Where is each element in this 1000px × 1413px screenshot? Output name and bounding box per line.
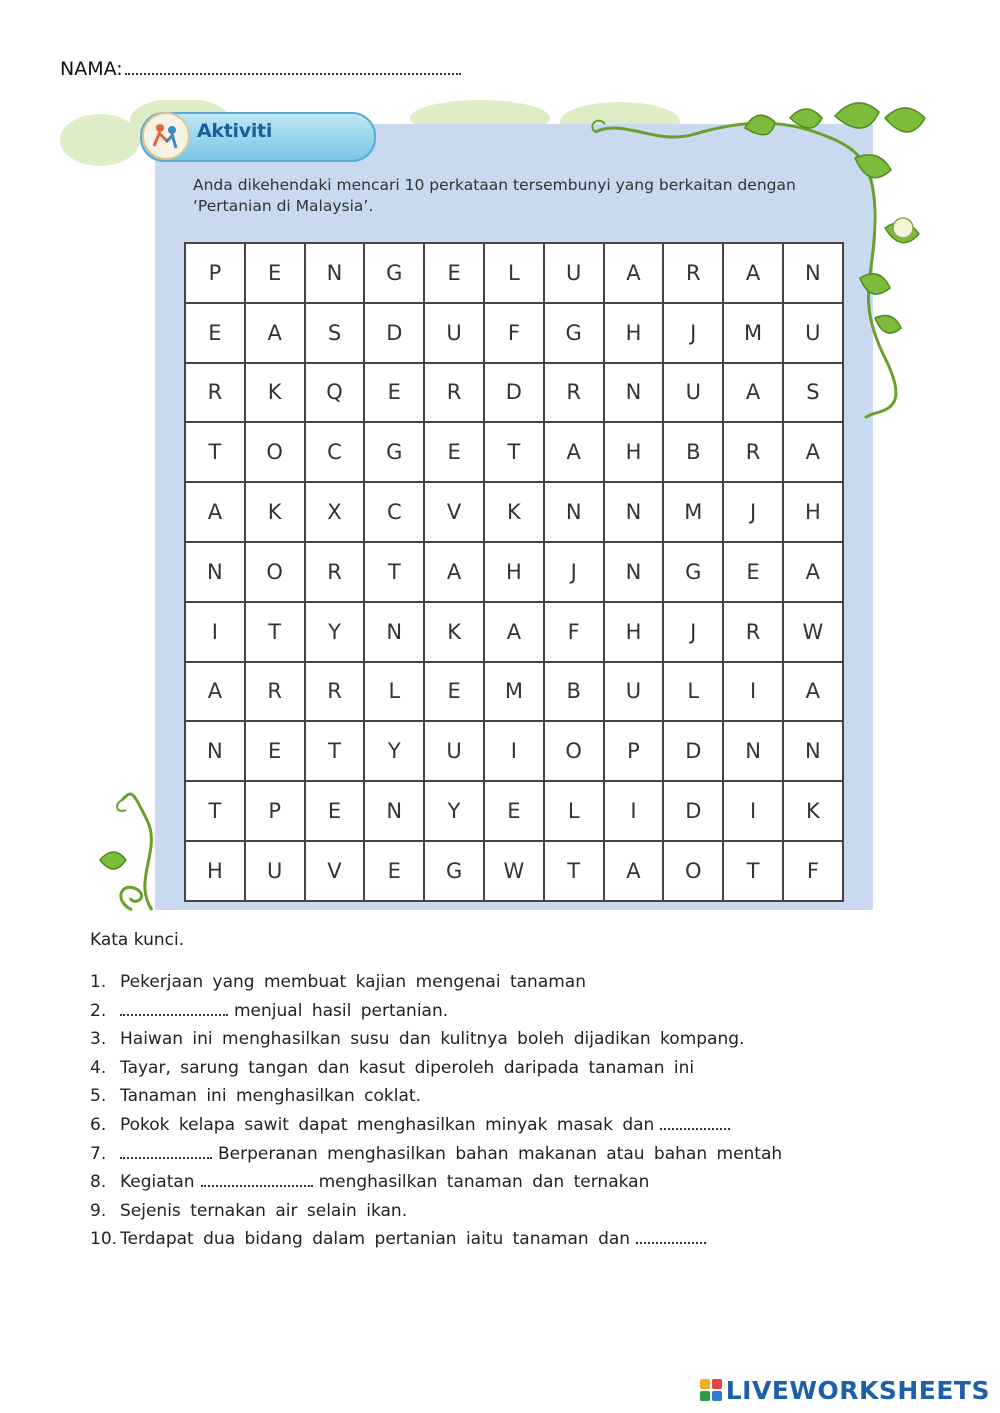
clue-item (90, 1197, 782, 1226)
grid-cell[interactable]: A (605, 842, 665, 902)
grid-cell[interactable]: U (664, 364, 724, 424)
grid-cell[interactable]: A (784, 423, 844, 483)
grid-cell[interactable]: N (605, 543, 665, 603)
grid-cell[interactable]: V (425, 483, 485, 543)
grid-cell[interactable]: L (365, 663, 425, 723)
grid-cell[interactable]: S (306, 304, 366, 364)
grid-cell[interactable]: G (365, 423, 425, 483)
clue-item (90, 1111, 782, 1140)
grid-cell[interactable]: K (784, 782, 844, 842)
grid-cell[interactable]: N (365, 603, 425, 663)
grid-cell[interactable]: U (246, 842, 306, 902)
grid-cell[interactable]: R (306, 663, 366, 723)
answer-blank[interactable] (120, 1002, 228, 1016)
name-blank[interactable] (125, 59, 461, 75)
clue-text: menjual hasil pertanian. (234, 1000, 449, 1021)
grid-cell[interactable]: H (784, 483, 844, 543)
grid-cell[interactable]: A (605, 244, 665, 304)
grid-cell[interactable]: P (246, 782, 306, 842)
grid-cell[interactable]: T (545, 842, 605, 902)
grid-cell[interactable]: N (545, 483, 605, 543)
grid-cell[interactable]: L (664, 663, 724, 723)
grid-cell[interactable]: G (365, 244, 425, 304)
grid-cell[interactable]: G (425, 842, 485, 902)
grid-cell[interactable]: C (306, 423, 366, 483)
grid-cell[interactable]: A (784, 663, 844, 723)
grid-cell[interactable]: V (306, 842, 366, 902)
clue-number: 5. (90, 1086, 107, 1107)
grid-cell[interactable]: Y (425, 782, 485, 842)
grid-cell[interactable]: N (724, 722, 784, 782)
name-label: NAMA: (60, 58, 123, 80)
grid-cell[interactable]: O (246, 543, 306, 603)
grid-cell[interactable]: G (664, 543, 724, 603)
clue-item (90, 1225, 782, 1254)
grid-cell[interactable]: R (724, 603, 784, 663)
grid-cell[interactable]: W (784, 603, 844, 663)
grid-cell[interactable]: T (186, 782, 246, 842)
grid-cell[interactable]: E (365, 842, 425, 902)
grid-cell[interactable]: E (425, 244, 485, 304)
grid-cell[interactable]: H (605, 304, 665, 364)
activity-title: Aktiviti (197, 120, 273, 142)
clue-item (90, 968, 782, 997)
grid-cell[interactable]: G (545, 304, 605, 364)
grid-cell[interactable]: O (664, 842, 724, 902)
grid-cell[interactable]: E (365, 364, 425, 424)
grid-cell[interactable]: N (186, 722, 246, 782)
grid-cell[interactable]: K (246, 364, 306, 424)
grid-cell[interactable]: U (425, 304, 485, 364)
grid-cell[interactable]: P (186, 244, 246, 304)
grid-cell[interactable]: R (664, 244, 724, 304)
grid-cell[interactable]: H (605, 603, 665, 663)
grid-cell[interactable]: F (784, 842, 844, 902)
grid-cell[interactable]: W (485, 842, 545, 902)
grid-cell[interactable]: Q (306, 364, 366, 424)
grid-cell[interactable]: F (485, 304, 545, 364)
grid-cell[interactable]: I (186, 603, 246, 663)
grid-cell[interactable]: A (784, 543, 844, 603)
word-search-grid (184, 242, 844, 902)
grid-cell[interactable]: N (186, 543, 246, 603)
grid-cell[interactable]: R (545, 364, 605, 424)
grid-cell[interactable]: O (246, 423, 306, 483)
answer-blank[interactable] (201, 1173, 313, 1187)
grid-cell[interactable]: T (365, 543, 425, 603)
grid-cell[interactable]: E (306, 782, 366, 842)
grid-cell[interactable]: S (784, 364, 844, 424)
clue-number: 1. (90, 972, 107, 992)
grid-cell[interactable]: T (306, 722, 366, 782)
grid-cell[interactable]: U (425, 722, 485, 782)
grid-cell[interactable]: K (425, 603, 485, 663)
grid-cell[interactable]: E (186, 304, 246, 364)
clue-text: Berperanan menghasilkan bahan makanan atau bahan mentah (218, 1143, 783, 1164)
grid-cell[interactable]: A (186, 483, 246, 543)
clue-text: Sejenis ternakan air selain ikan. (120, 1200, 408, 1221)
grid-cell[interactable]: J (664, 603, 724, 663)
grid-cell[interactable]: U (784, 304, 844, 364)
keys-title: Kata kunci. (90, 930, 185, 950)
grid-cell[interactable]: P (605, 722, 665, 782)
grid-cell[interactable]: A (545, 423, 605, 483)
grid-cell[interactable]: U (545, 244, 605, 304)
grid-cell[interactable]: K (485, 483, 545, 543)
grid-cell[interactable]: O (545, 722, 605, 782)
grid-cell[interactable]: N (306, 244, 366, 304)
clue-text: Kegiatan (120, 1172, 195, 1193)
grid-cell[interactable]: H (605, 423, 665, 483)
answer-blank[interactable] (660, 1116, 730, 1130)
grid-cell[interactable]: D (664, 782, 724, 842)
grid-cell[interactable]: A (724, 244, 784, 304)
clue-number: 7. (90, 1143, 107, 1164)
grid-cell[interactable]: J (545, 543, 605, 603)
grid-cell[interactable]: E (246, 722, 306, 782)
grid-cell[interactable]: H (485, 543, 545, 603)
name-field[interactable] (60, 58, 461, 80)
grid-cell[interactable]: R (306, 543, 366, 603)
grid-cell[interactable]: B (664, 423, 724, 483)
grid-cell[interactable]: T (246, 603, 306, 663)
grid-cell[interactable]: T (186, 423, 246, 483)
grid-cell[interactable]: E (724, 543, 784, 603)
clue-number: 9. (90, 1200, 107, 1221)
clue-text: menghasilkan tanaman dan ternakan (318, 1172, 650, 1193)
grid-cell[interactable]: I (485, 722, 545, 782)
grid-cell[interactable]: C (365, 483, 425, 543)
grid-cell[interactable]: E (425, 663, 485, 723)
clue-item (90, 997, 782, 1026)
clue-number: 10. (90, 1229, 118, 1250)
grid-cell[interactable]: M (724, 304, 784, 364)
grid-cell[interactable]: A (724, 364, 784, 424)
grid-cell[interactable]: D (365, 304, 425, 364)
grid-cell[interactable]: I (605, 782, 665, 842)
answer-blank[interactable] (120, 1145, 212, 1159)
grid-cell[interactable]: M (485, 663, 545, 723)
answer-blank[interactable] (636, 1230, 706, 1244)
vine-bottom-left-decoration (92, 780, 162, 915)
clue-text: Haiwan ini menghasilkan susu dan kulitnya boleh dijadikan kompang. (120, 1029, 745, 1050)
clue-number: 8. (90, 1172, 107, 1193)
grid-cell[interactable]: U (605, 663, 665, 723)
clue-list (90, 968, 782, 1254)
grid-cell[interactable]: D (485, 364, 545, 424)
clue-item (90, 1025, 782, 1054)
grid-cell[interactable]: L (485, 244, 545, 304)
grid-cell[interactable]: R (724, 423, 784, 483)
clue-number: 3. (90, 1029, 107, 1050)
grid-cell[interactable]: T (485, 423, 545, 483)
clue-text: Pokok kelapa sawit dapat menghasilkan minyak masak dan (120, 1114, 655, 1135)
grid-cell[interactable]: R (186, 364, 246, 424)
clue-text: Terdapat dua bidang dalam pertanian iaitu tanaman dan (120, 1229, 631, 1250)
activity-badge-icon (142, 112, 190, 160)
grid-cell[interactable]: N (365, 782, 425, 842)
grid-cell[interactable]: I (724, 663, 784, 723)
grid-cell[interactable]: X (306, 483, 366, 543)
grid-cell[interactable]: Y (306, 603, 366, 663)
grid-cell[interactable]: N (605, 364, 665, 424)
grid-cell[interactable]: I (724, 782, 784, 842)
grid-cell[interactable]: E (425, 423, 485, 483)
clue-item (90, 1054, 782, 1083)
clue-text: Tayar, sarung tangan dan kasut diperoleh daripada tanaman ini (120, 1057, 695, 1078)
clue-item (90, 1140, 782, 1169)
grid-cell[interactable]: E (485, 782, 545, 842)
grid-cell[interactable]: N (784, 722, 844, 782)
grid-cell[interactable]: D (664, 722, 724, 782)
clue-number: 6. (90, 1114, 107, 1135)
grid-cell[interactable]: N (605, 483, 665, 543)
activity-instruction: Anda dikehendaki mencari 10 perkataan tersembunyi yang berkaitan dengan ‘Pertanian di Malaysia’. (193, 176, 796, 215)
liveworksheets-brand (700, 1375, 990, 1405)
clue-item (90, 1082, 782, 1111)
clue-text: Pekerjaan yang membuat kajian mengenai tanaman (120, 972, 587, 992)
grid-cell[interactable]: H (186, 842, 246, 902)
grid-cell[interactable]: F (545, 603, 605, 663)
grid-cell[interactable]: J (724, 483, 784, 543)
grid-cell[interactable]: A (485, 603, 545, 663)
grid-cell[interactable]: N (784, 244, 844, 304)
grid-cell[interactable]: K (246, 483, 306, 543)
clue-number: 4. (90, 1057, 107, 1078)
grid-cell[interactable]: J (664, 304, 724, 364)
grid-cell[interactable]: T (724, 842, 784, 902)
clue-number: 2. (90, 1000, 107, 1021)
grid-cell[interactable]: Y (365, 722, 425, 782)
clue-item (90, 1168, 782, 1197)
grid-cell[interactable]: A (186, 663, 246, 723)
grid-cell[interactable]: A (425, 543, 485, 603)
grid-cell[interactable]: R (425, 364, 485, 424)
clue-text: Tanaman ini menghasilkan coklat. (120, 1086, 421, 1107)
brand-text: LIVEWORKSHEETS (725, 1375, 990, 1405)
grid-cell[interactable]: B (545, 663, 605, 723)
grid-cell[interactable]: L (545, 782, 605, 842)
grid-cell[interactable]: A (246, 304, 306, 364)
liveworksheets-logo-icon (700, 1379, 722, 1401)
grid-cell[interactable]: M (664, 483, 724, 543)
grid-cell[interactable]: R (246, 663, 306, 723)
grid-cell[interactable]: E (246, 244, 306, 304)
